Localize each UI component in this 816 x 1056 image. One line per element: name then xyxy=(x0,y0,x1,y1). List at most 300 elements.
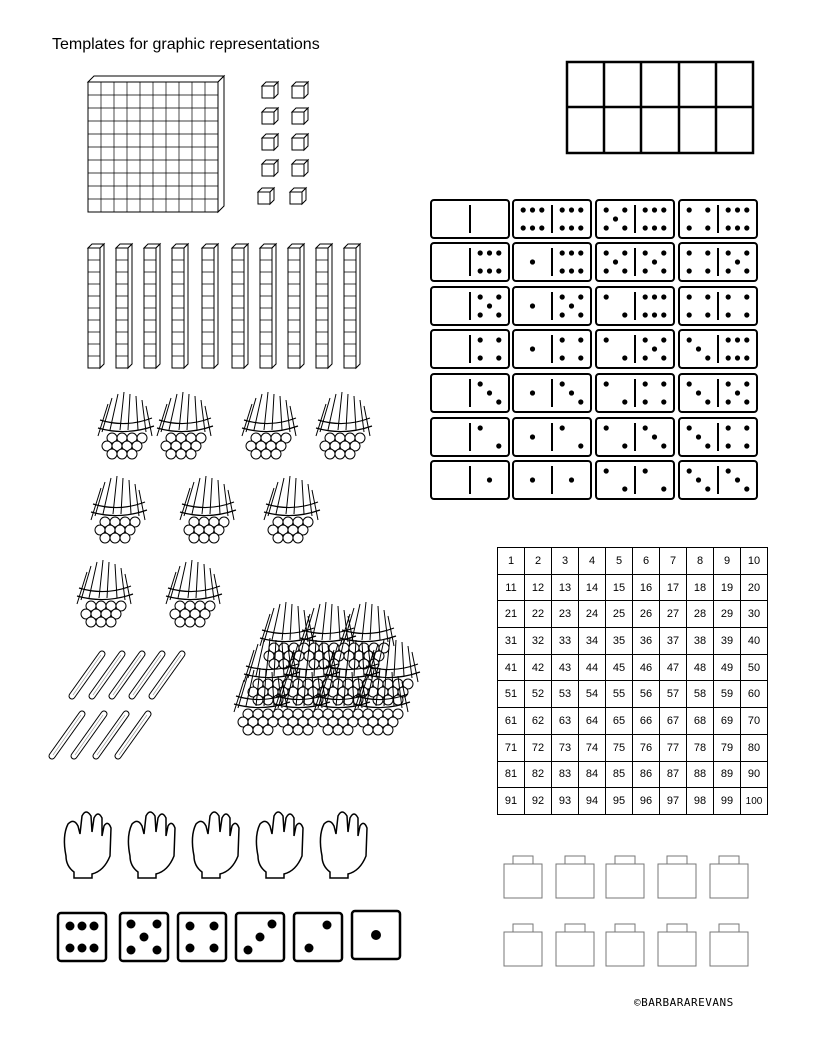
hundred-chart-cell: 56 xyxy=(633,681,660,708)
domino xyxy=(513,287,591,325)
hundred-chart-cell: 98 xyxy=(687,788,714,815)
domino-pip xyxy=(560,425,565,430)
domino-pip xyxy=(578,399,583,404)
domino-pip xyxy=(604,294,609,299)
hundred-chart-cell: 74 xyxy=(579,734,606,761)
domino-pip xyxy=(643,294,648,299)
domino-pip xyxy=(643,468,648,473)
domino-pip xyxy=(643,225,648,230)
domino-pip xyxy=(726,250,731,255)
domino-pip xyxy=(705,268,710,273)
domino-pip xyxy=(735,337,740,342)
hundred-chart-cell: 73 xyxy=(552,734,579,761)
hundred-chart-cell: 13 xyxy=(552,574,579,601)
domino-pip xyxy=(705,486,710,491)
domino-pip xyxy=(622,486,627,491)
hundred-chart-cell: 92 xyxy=(525,788,552,815)
hundred-chart-cell: 53 xyxy=(552,681,579,708)
domino-pip xyxy=(735,390,740,395)
domino-pip xyxy=(643,268,648,273)
domino-pip xyxy=(496,312,501,317)
domino-pip xyxy=(578,312,583,317)
domino-pip xyxy=(604,250,609,255)
domino-pip xyxy=(661,225,666,230)
domino xyxy=(679,330,757,368)
domino-pip xyxy=(661,250,666,255)
hundred-chart-cell: 67 xyxy=(660,708,687,735)
domino-pip xyxy=(687,294,692,299)
domino-pip xyxy=(705,355,710,360)
domino-pip xyxy=(569,225,574,230)
domino-pip xyxy=(487,268,492,273)
domino-pip xyxy=(744,355,749,360)
domino-pip xyxy=(652,434,657,439)
domino-pip xyxy=(496,337,501,342)
hundred-chart-cell: 65 xyxy=(606,708,633,735)
domino-pip xyxy=(744,250,749,255)
domino-pip xyxy=(578,355,583,360)
domino-pip xyxy=(687,250,692,255)
hundred-chart-cell: 2 xyxy=(525,548,552,575)
hundred-chart-cell: 63 xyxy=(552,708,579,735)
hundred-chart xyxy=(497,547,768,815)
hundred-chart-cell: 79 xyxy=(714,734,741,761)
hundred-chart-cell: 36 xyxy=(633,628,660,655)
domino xyxy=(513,374,591,412)
domino-pip xyxy=(622,443,627,448)
domino-pip xyxy=(560,294,565,299)
domino-pip xyxy=(726,355,731,360)
hundred-chart-cell: 72 xyxy=(525,734,552,761)
domino-pip xyxy=(705,207,710,212)
domino-pip xyxy=(613,259,618,264)
hundred-chart-cell: 70 xyxy=(741,708,768,735)
domino-pip xyxy=(578,207,583,212)
hundreds-flat xyxy=(88,76,224,212)
domino-pip xyxy=(578,250,583,255)
domino-pip xyxy=(530,259,535,264)
domino-pip xyxy=(687,207,692,212)
straw-bundles-tens xyxy=(77,392,372,627)
domino-pip xyxy=(744,425,749,430)
domino-pip xyxy=(661,399,666,404)
hundred-chart-cell: 37 xyxy=(660,628,687,655)
domino-pip xyxy=(652,207,657,212)
hundred-chart-cell: 58 xyxy=(687,681,714,708)
domino-pip xyxy=(652,312,657,317)
domino-pip xyxy=(726,225,731,230)
domino-pip xyxy=(622,225,627,230)
domino-pip xyxy=(687,381,692,386)
hundred-chart-cell: 11 xyxy=(498,574,525,601)
domino-pip xyxy=(578,443,583,448)
hundred-chart-row xyxy=(498,681,768,708)
hundred-chart-cell: 40 xyxy=(741,628,768,655)
hundred-chart-cell: 6 xyxy=(633,548,660,575)
domino xyxy=(596,243,674,281)
hundred-chart-cell: 30 xyxy=(741,601,768,628)
hundred-chart-cell: 50 xyxy=(741,654,768,681)
domino-pip xyxy=(487,390,492,395)
hundred-chart-cell: 9 xyxy=(714,548,741,575)
hundred-chart-cell: 38 xyxy=(687,628,714,655)
domino xyxy=(513,418,591,456)
domino-pip xyxy=(744,294,749,299)
hundred-chart-cell: 15 xyxy=(606,574,633,601)
loose-straws xyxy=(52,654,182,756)
hundred-chart-cell: 8 xyxy=(687,548,714,575)
domino xyxy=(431,243,509,281)
domino-pip xyxy=(478,268,483,273)
domino-pip xyxy=(604,425,609,430)
hundred-chart-cell: 29 xyxy=(714,601,741,628)
domino-pip xyxy=(643,312,648,317)
hundred-chart-cell: 41 xyxy=(498,654,525,681)
domino-pip xyxy=(530,225,535,230)
hundred-chart-cell: 60 xyxy=(741,681,768,708)
dominoes xyxy=(431,200,757,499)
domino-pip xyxy=(661,312,666,317)
domino-pip xyxy=(744,381,749,386)
domino-pip xyxy=(613,216,618,221)
domino xyxy=(679,200,757,238)
domino-pip xyxy=(478,337,483,342)
dice xyxy=(58,911,400,961)
hundred-chart-cell: 17 xyxy=(660,574,687,601)
domino-pip xyxy=(705,312,710,317)
domino-pip xyxy=(604,225,609,230)
domino-pip xyxy=(530,477,535,482)
domino-pip xyxy=(604,268,609,273)
hundred-chart-cell: 55 xyxy=(606,681,633,708)
domino-pip xyxy=(560,312,565,317)
domino xyxy=(431,374,509,412)
page-title: Templates for graphic representations xyxy=(52,36,320,53)
domino-pip xyxy=(696,434,701,439)
domino-pip xyxy=(478,355,483,360)
domino-pip xyxy=(687,468,692,473)
domino-pip xyxy=(735,259,740,264)
domino-pip xyxy=(744,399,749,404)
hundred-chart-cell: 19 xyxy=(714,574,741,601)
hundred-chart-cell: 44 xyxy=(579,654,606,681)
domino-pip xyxy=(569,390,574,395)
domino-pip xyxy=(652,294,657,299)
domino-pip xyxy=(744,443,749,448)
hundred-chart-row xyxy=(498,734,768,761)
hundred-chart-cell: 66 xyxy=(633,708,660,735)
hundred-chart-cell: 45 xyxy=(606,654,633,681)
hundred-chart-cell: 84 xyxy=(579,761,606,788)
domino xyxy=(596,330,674,368)
hundred-chart-cell: 3 xyxy=(552,548,579,575)
domino-pip xyxy=(687,312,692,317)
domino-pip xyxy=(578,337,583,342)
domino-pip xyxy=(735,477,740,482)
domino-pip xyxy=(705,399,710,404)
domino-pip xyxy=(530,207,535,212)
domino-pip xyxy=(687,425,692,430)
hundred-chart-cell: 91 xyxy=(498,788,525,815)
domino-pip xyxy=(726,312,731,317)
domino-pip xyxy=(496,355,501,360)
domino-pip xyxy=(478,250,483,255)
domino-pip xyxy=(687,268,692,273)
domino-pip xyxy=(539,207,544,212)
unit-cubes xyxy=(258,82,308,204)
hundred-chart-cell: 34 xyxy=(579,628,606,655)
hundred-chart-row xyxy=(498,654,768,681)
hundred-chart-cell: 5 xyxy=(606,548,633,575)
domino-pip xyxy=(652,225,657,230)
domino xyxy=(431,461,509,499)
domino-pip xyxy=(726,268,731,273)
domino-pip xyxy=(726,381,731,386)
hundred-chart-cell: 7 xyxy=(660,548,687,575)
domino-pip xyxy=(705,250,710,255)
domino-pip xyxy=(604,207,609,212)
hundred-chart-cell: 21 xyxy=(498,601,525,628)
hundred-chart-cell: 68 xyxy=(687,708,714,735)
domino-pip xyxy=(643,337,648,342)
hundred-chart-cell: 93 xyxy=(552,788,579,815)
domino-pip xyxy=(622,399,627,404)
hundred-chart-cell: 69 xyxy=(714,708,741,735)
hundred-chart-cell: 46 xyxy=(633,654,660,681)
hundred-chart-cell: 57 xyxy=(660,681,687,708)
domino-pip xyxy=(622,207,627,212)
domino-pip xyxy=(622,250,627,255)
hundred-chart-cell: 75 xyxy=(606,734,633,761)
hundred-chart-cell: 87 xyxy=(660,761,687,788)
hundred-chart-cell: 4 xyxy=(579,548,606,575)
domino xyxy=(679,418,757,456)
hundred-chart-cell: 85 xyxy=(606,761,633,788)
domino-pip xyxy=(539,225,544,230)
domino-pip xyxy=(530,346,535,351)
domino-pip xyxy=(652,259,657,264)
counting-hands xyxy=(64,812,367,878)
hundred-chart-cell: 86 xyxy=(633,761,660,788)
domino-pip xyxy=(661,443,666,448)
ten-frame xyxy=(567,62,753,153)
domino-pip xyxy=(643,250,648,255)
domino-pip xyxy=(643,207,648,212)
domino xyxy=(513,243,591,281)
domino-pip xyxy=(735,225,740,230)
hundred-chart-cell: 25 xyxy=(606,601,633,628)
hundred-chart-row xyxy=(498,708,768,735)
domino xyxy=(596,461,674,499)
domino-pip xyxy=(560,381,565,386)
hundred-chart-cell: 31 xyxy=(498,628,525,655)
hundred-chart-cell: 88 xyxy=(687,761,714,788)
domino-pip xyxy=(604,337,609,342)
domino-pip xyxy=(726,443,731,448)
hundred-chart-cell: 27 xyxy=(660,601,687,628)
hundred-chart-cell: 81 xyxy=(498,761,525,788)
hundred-chart-cell: 51 xyxy=(498,681,525,708)
domino-pip xyxy=(705,225,710,230)
hundred-chart-cell: 82 xyxy=(525,761,552,788)
hundred-chart-cell: 78 xyxy=(687,734,714,761)
domino-pip xyxy=(726,399,731,404)
hundred-chart-cell: 52 xyxy=(525,681,552,708)
domino-pip xyxy=(661,337,666,342)
hundred-chart-cell: 12 xyxy=(525,574,552,601)
domino xyxy=(679,243,757,281)
domino-pip xyxy=(652,346,657,351)
domino-pip xyxy=(478,294,483,299)
hundred-chart-cell: 76 xyxy=(633,734,660,761)
hundred-chart-cell: 83 xyxy=(552,761,579,788)
domino-pip xyxy=(661,268,666,273)
domino-pip xyxy=(661,486,666,491)
domino-pip xyxy=(643,381,648,386)
domino-pip xyxy=(643,425,648,430)
hundred-chart-cell: 18 xyxy=(687,574,714,601)
domino-pip xyxy=(726,337,731,342)
hundred-chart-cell: 97 xyxy=(660,788,687,815)
hundred-chart-cell: 26 xyxy=(633,601,660,628)
copyright-credit: ©BARBARAREVANS xyxy=(634,996,734,1009)
domino-pip xyxy=(696,477,701,482)
domino-pip xyxy=(622,268,627,273)
domino xyxy=(679,461,757,499)
domino-pip xyxy=(569,250,574,255)
hundred-chart-cell: 54 xyxy=(579,681,606,708)
hundred-chart-row xyxy=(498,788,768,815)
hundred-chart-row xyxy=(498,761,768,788)
hundred-chart-cell: 43 xyxy=(552,654,579,681)
domino-pip xyxy=(487,303,492,308)
domino xyxy=(679,287,757,325)
hundred-chart-cell: 96 xyxy=(633,788,660,815)
domino xyxy=(596,418,674,456)
domino-pip xyxy=(622,355,627,360)
domino xyxy=(513,330,591,368)
domino-pip xyxy=(726,425,731,430)
hundred-chart-cell: 77 xyxy=(660,734,687,761)
domino-pip xyxy=(687,225,692,230)
domino-pip xyxy=(578,225,583,230)
hundred-chart-cell: 90 xyxy=(741,761,768,788)
domino-pip xyxy=(643,355,648,360)
domino xyxy=(596,287,674,325)
domino xyxy=(596,200,674,238)
domino-pip xyxy=(569,207,574,212)
hundred-chart-cell: 32 xyxy=(525,628,552,655)
domino-pip xyxy=(478,312,483,317)
domino-pip xyxy=(478,381,483,386)
domino-pip xyxy=(661,294,666,299)
domino-pip xyxy=(560,225,565,230)
domino-pip xyxy=(478,425,483,430)
domino-pip xyxy=(744,486,749,491)
domino-pip xyxy=(744,268,749,273)
domino-pip xyxy=(726,207,731,212)
hundred-chart-row xyxy=(498,601,768,628)
hundred-chart-cell: 20 xyxy=(741,574,768,601)
domino-pip xyxy=(487,250,492,255)
domino-pip xyxy=(496,399,501,404)
hundred-chart-cell: 95 xyxy=(606,788,633,815)
domino-pip xyxy=(661,355,666,360)
domino-pip xyxy=(744,337,749,342)
hundred-chart-cell: 62 xyxy=(525,708,552,735)
domino xyxy=(431,330,509,368)
domino-pip xyxy=(487,477,492,482)
domino xyxy=(431,418,509,456)
domino xyxy=(431,287,509,325)
connecting-cubes xyxy=(504,856,748,966)
domino-pip xyxy=(569,268,574,273)
domino-pip xyxy=(744,225,749,230)
domino-pip xyxy=(578,294,583,299)
domino-pip xyxy=(622,312,627,317)
hundred-chart-cell: 23 xyxy=(552,601,579,628)
domino-pip xyxy=(705,443,710,448)
domino-pip xyxy=(696,390,701,395)
domino-pip xyxy=(661,381,666,386)
hundred-chart-cell: 48 xyxy=(687,654,714,681)
hundred-chart-row xyxy=(498,548,768,575)
domino-pip xyxy=(696,346,701,351)
domino-pip xyxy=(496,268,501,273)
domino-pip xyxy=(530,390,535,395)
domino-pip xyxy=(726,294,731,299)
domino xyxy=(513,200,591,238)
domino-pip xyxy=(604,381,609,386)
hundred-chart-cell: 10 xyxy=(741,548,768,575)
straw-bundle-hundred xyxy=(234,602,420,735)
domino-pip xyxy=(560,207,565,212)
hundred-chart-cell: 39 xyxy=(714,628,741,655)
hundred-chart-cell: 49 xyxy=(714,654,741,681)
hundred-chart-cell: 61 xyxy=(498,708,525,735)
domino-pip xyxy=(569,303,574,308)
domino-pip xyxy=(496,443,501,448)
domino xyxy=(596,374,674,412)
hundred-chart-cell: 89 xyxy=(714,761,741,788)
hundred-chart-cell: 80 xyxy=(741,734,768,761)
domino-pip xyxy=(521,225,526,230)
hundred-chart-cell: 1 xyxy=(498,548,525,575)
domino-pip xyxy=(643,399,648,404)
domino-pip xyxy=(569,477,574,482)
hundred-chart-cell: 94 xyxy=(579,788,606,815)
domino xyxy=(679,374,757,412)
hundred-chart-cell: 35 xyxy=(606,628,633,655)
hundred-chart-cell: 100 xyxy=(741,788,768,815)
domino-pip xyxy=(604,468,609,473)
hundred-chart-cell: 47 xyxy=(660,654,687,681)
domino-pip xyxy=(744,312,749,317)
hundred-chart-cell: 14 xyxy=(579,574,606,601)
hundred-chart-cell: 64 xyxy=(579,708,606,735)
hundred-chart-row xyxy=(498,574,768,601)
hundred-chart-cell: 28 xyxy=(687,601,714,628)
domino-pip xyxy=(744,207,749,212)
hundred-chart-cell: 71 xyxy=(498,734,525,761)
domino-pip xyxy=(735,355,740,360)
domino-pip xyxy=(735,207,740,212)
hundred-chart-cell: 59 xyxy=(714,681,741,708)
hundred-chart-cell: 24 xyxy=(579,601,606,628)
ten-rods xyxy=(88,244,360,368)
domino-pip xyxy=(687,337,692,342)
hundred-chart-cell: 22 xyxy=(525,601,552,628)
